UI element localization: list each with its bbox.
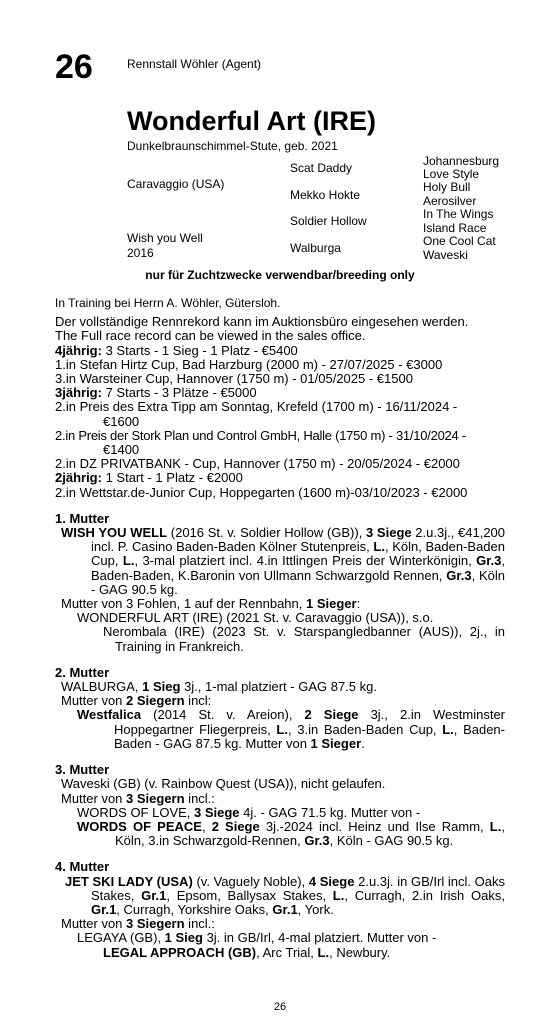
pedigree-sire-sire: Scat Daddy bbox=[290, 161, 353, 175]
dam2-entry: WALBURGA, 1 Sieg 3j., 1-mal platziert - GAG 87.5 kg. bbox=[61, 679, 377, 695]
dam3-heading: 3. Mutter bbox=[55, 762, 110, 778]
dam4-produce-summary: Mutter von 3 Siegern incl.: bbox=[61, 916, 215, 932]
dam2-produce-item: Westfalica (2014 St. v. Areion), 2 Siege 3j., 2.in Westminster Hoppegartner Fliegerpreis, L., 3.in Baden-Baden Cup, L., Baden-Baden - GAG 87.5 kg. Mutter von 1 Sieger. bbox=[77, 707, 505, 751]
pedigree-gen3-2: Love Style bbox=[423, 167, 480, 181]
horse-name: Wonderful Art (IRE) bbox=[127, 106, 376, 136]
dam4-produce-item: LEGAYA (GB), 1 Sieg 3j. in GB/Irl, 4-mal platziert. Mutter von - bbox=[77, 930, 437, 946]
page-number: 26 bbox=[273, 1001, 287, 1013]
dam4-name: JET SKI LADY (USA) bbox=[65, 873, 193, 889]
pedigree-sire: Caravaggio (USA) bbox=[127, 177, 225, 191]
dam4-grandproduce-item: LEGAL APPROACH (GB), Arc Trial, L., Newbury. bbox=[103, 944, 391, 960]
pedigree-sire-dam: Mekko Hokte bbox=[290, 188, 361, 202]
age3-label: 3jährig: bbox=[55, 385, 102, 401]
dam1-produce-summary: Mutter von 3 Fohlen, 1 auf der Rennbahn, 1 Sieger: bbox=[61, 596, 361, 612]
age3-summary bbox=[55, 386, 505, 400]
race-result: 2.in Preis des Extra Tipp am Sonntag, Krefeld (1700 m) - 16/11/2024 - bbox=[55, 399, 458, 415]
pedigree-dam-dam: Walburga bbox=[290, 241, 341, 255]
catalogue-body bbox=[55, 296, 505, 960]
dam2-heading: 2. Mutter bbox=[55, 664, 110, 680]
dam4-entry: JET SKI LADY (USA) (v. Vaguely Noble), 4 Siege 2.u.3j. in GB/Irl incl. Oaks Stakes, Gr.1, Epsom, Ballysax Stakes, L., Curragh, 2.in Irish Oaks, Gr.1, Curragh, Yorkshire Oaks, Gr.1, York. bbox=[65, 873, 506, 917]
age2-summary bbox=[55, 471, 505, 485]
dam3-entry: Waveski (GB) (v. Rainbow Quest (USA)), nicht gelaufen. bbox=[61, 776, 386, 792]
pedigree-gen3-6: Island Race bbox=[423, 221, 487, 235]
age4-label: 4jährig: bbox=[55, 342, 102, 358]
dam1-produce-item: Nerombala (IRE) (2023 St. v. Starspangledbanner (AUS)), 2j., in Training in Frankreich. bbox=[103, 624, 505, 654]
pedigree-gen3-8: Waveski bbox=[423, 248, 468, 262]
pedigree-dam-sire: Soldier Hollow bbox=[290, 214, 367, 228]
pedigree-gen3-5: In The Wings bbox=[423, 207, 494, 221]
breeding-only-notice: nur für Zuchtzwecke verwendbar/breeding only bbox=[145, 268, 415, 282]
age4-stats: 3 Starts - 1 Sieg - 1 Platz - €5400 bbox=[101, 342, 298, 358]
horse-description: Dunkelbraunschimmel-Stute, geb. 2021 bbox=[127, 139, 338, 153]
race-result: 2.in DZ PRIVATBANK - Cup, Hannover (1750 m) - 20/05/2024 - €2000 bbox=[55, 456, 460, 472]
age2-stats: 1 Start - 1 Platz - €2000 bbox=[101, 470, 243, 486]
dam2-produce-summary: Mutter von 2 Siegern incl: bbox=[61, 693, 212, 709]
dam1-entry: WISH YOU WELL (2016 St. v. Soldier Hollow (GB)), 3 Siege 2.u.3j., €41,200 incl. P. Casino Baden-Baden Kölner Stutenpreis, L., Köln, Baden-Baden Cup, L., 3-mal platziert incl. 4.in Ittlingen Preis der Winterkönigin, Gr.3, Baden-Baden, K.Baronin von Ullmann Schwarzgold Rennen, Gr.3, Köln - GAG 90.5 kg. bbox=[61, 525, 506, 597]
pedigree-dam: Wish you Well bbox=[127, 231, 203, 245]
pedigree-gen3-1: Johannesburg bbox=[423, 154, 500, 168]
pedigree-dam-year: 2016 bbox=[127, 246, 154, 260]
consignor: Rennstall Wöhler (Agent) bbox=[127, 57, 262, 71]
dam1-produce-item: WONDERFUL ART (IRE) (2021 St. v. Caravaggio (USA)), s.o. bbox=[77, 610, 434, 626]
pedigree-gen3-7: One Cool Cat bbox=[423, 234, 496, 248]
race-result-prize: €1600 bbox=[103, 413, 140, 429]
training-note: In Training bei Herrn A. Wöhler, Gütersloh. bbox=[55, 296, 281, 310]
race-result-prize: €1400 bbox=[103, 442, 140, 458]
pedigree-gen3-3: Holy Bull bbox=[423, 180, 471, 194]
race-result: 2.in Wettstar.de-Junior Cup, Hoppegarten (1600 m)-03/10/2023 - €2000 bbox=[55, 484, 468, 500]
dam3-produce-summary: Mutter von 3 Siegern incl.: bbox=[61, 790, 215, 806]
race-result: 1.in Stefan Hirtz Cup, Bad Harzburg (2000 m) - 27/07/2025 - €3000 bbox=[55, 356, 443, 372]
dam2-name: WALBURGA, bbox=[61, 679, 143, 695]
dam1-name: WISH YOU WELL bbox=[61, 525, 168, 541]
age2-label: 2jährig: bbox=[55, 470, 102, 486]
race-result: 2.in Preis der Stork Plan und Control GmbH, Halle (1750 m) - 31/10/2024 - bbox=[55, 427, 466, 443]
race-record-note-en: The Full race record can be viewed in the sales office. bbox=[55, 328, 366, 344]
dam3-grandproduce-item: WORDS OF PEACE, 2 Siege 3j.-2024 incl. Heinz und Ilse Ramm, L., Köln, 3.in Schwarzgold-Rennen, Gr.3, Köln - GAG 90.5 kg. bbox=[77, 818, 505, 849]
lot-number: 26 bbox=[55, 48, 93, 86]
dam1-heading: 1. Mutter bbox=[55, 510, 110, 526]
dam3-produce-item: WORDS OF LOVE, 3 Siege 4j. - GAG 71.5 kg. Mutter von - bbox=[77, 804, 421, 820]
age3-stats: 7 Starts - 3 Plätze - €5000 bbox=[101, 385, 257, 401]
dam4-heading: 4. Mutter bbox=[55, 859, 110, 875]
race-record-note-de: Der vollständige Rennrekord kann im Auktionsbüro eingesehen werden. bbox=[55, 314, 469, 330]
pedigree-gen3-4: Aerosilver bbox=[423, 194, 477, 208]
age4-summary bbox=[55, 344, 505, 358]
race-result: 3.in Warsteiner Cup, Hannover (1750 m) - 01/05/2025 - €1500 bbox=[55, 371, 413, 387]
